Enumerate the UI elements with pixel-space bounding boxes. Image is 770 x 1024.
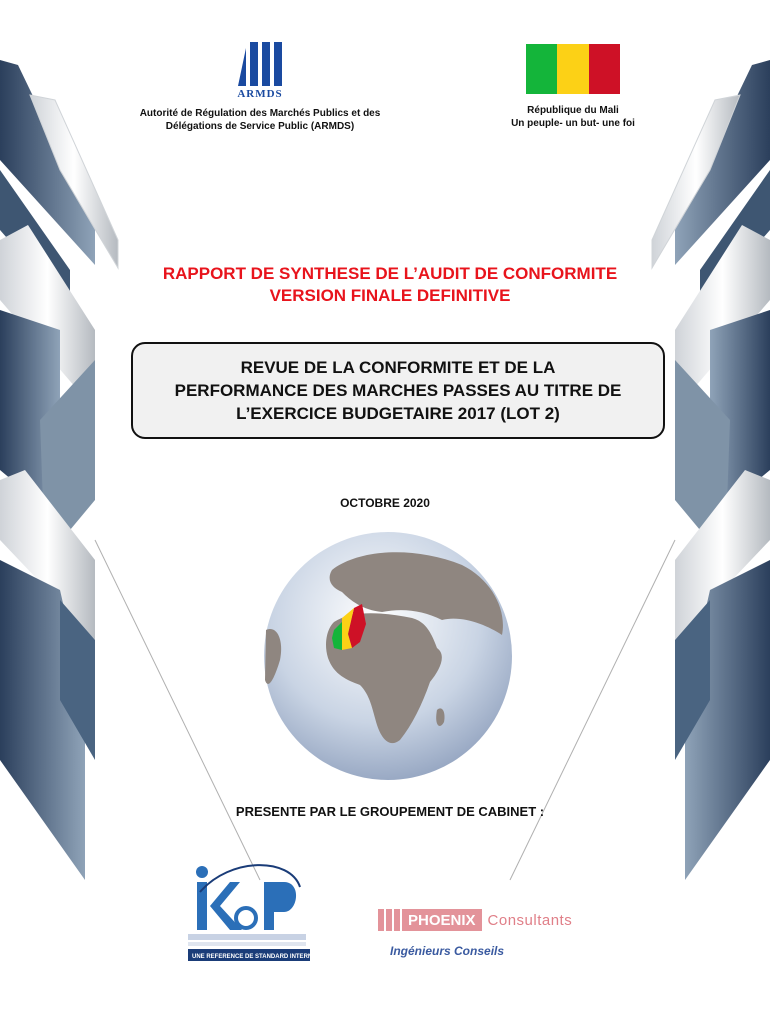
phoenix-subtitle: Ingénieurs Conseils <box>390 944 505 958</box>
report-title-line-2: VERSION FINALE DEFINITIVE <box>269 286 511 305</box>
flag-stripe-yellow <box>557 44 588 94</box>
armds-line-1: Autorité de Régulation des Marchés Publics et des <box>139 108 381 119</box>
subject-line-2: PERFORMANCE DES MARCHES PASSES AU TITRE DE <box>174 381 622 400</box>
armds-caption <box>100 107 420 133</box>
presented-by: PRESENTE PAR LE GROUPEMENT DE CABINET : <box>235 804 545 819</box>
phoenix-name: PHOENIX <box>402 909 482 931</box>
flag-stripe-green <box>526 44 557 94</box>
report-date: OCTOBRE 2020 <box>340 496 430 510</box>
mali-line-1: République du Mali <box>527 105 619 116</box>
mali-flag-icon <box>526 44 620 94</box>
phoenix-bars <box>378 909 402 931</box>
subject-box <box>131 342 665 439</box>
flag-stripe-red <box>589 44 620 94</box>
subject-line-3: L’EXERCICE BUDGETAIRE 2017 (LOT 2) <box>236 404 560 423</box>
mali-line-2: Un peuple- un but- une foi <box>511 118 635 129</box>
subject-line-1: REVUE DE LA CONFORMITE ET DE LA <box>240 358 556 377</box>
armds-logo-name: ARMDS <box>237 88 283 100</box>
ikp-tagline: UNE REFERENCE DE STANDARD INTERNATIONAL <box>192 954 339 960</box>
ikp-logo-icon <box>180 862 339 962</box>
phoenix-consultants: Consultants <box>487 911 573 929</box>
globe-icon <box>262 530 514 782</box>
mali-caption <box>470 104 676 130</box>
armds-line-2: Délégations de Service Public (ARMDS) <box>165 121 355 132</box>
report-title-line-1: RAPPORT DE SYNTHESE DE L’AUDIT DE CONFORMITE <box>162 264 618 283</box>
phoenix-logo-icon <box>378 907 608 933</box>
report-title <box>120 263 660 307</box>
